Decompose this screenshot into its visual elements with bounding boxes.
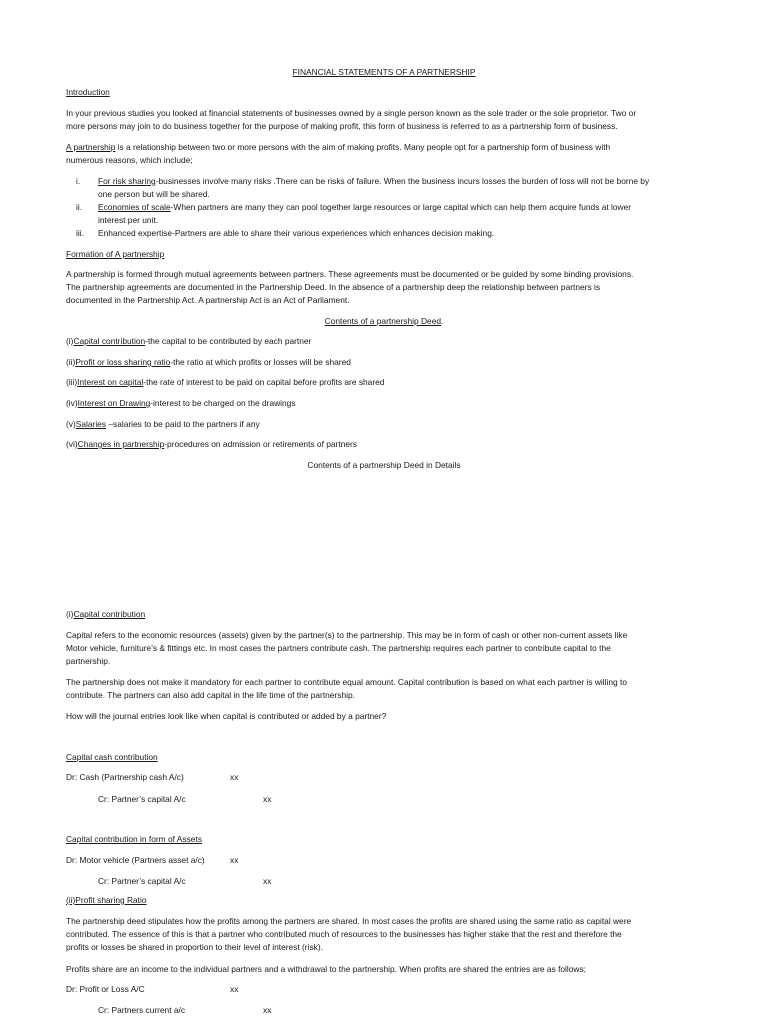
journal-credit-line: Cr: Partners current a/c xyxy=(98,1005,186,1015)
journal-debit-amount: xx xyxy=(230,984,239,994)
list-item-text: -businesses involve many risks .There can be risks of failure. When the business incurs losses the burden of loss will not be borne by xyxy=(155,176,650,186)
journal-credit-amount: xx xyxy=(263,1005,272,1015)
list-item-risk-sharing xyxy=(98,175,649,188)
deed-item-interest-on-drawing xyxy=(66,397,296,410)
contents-heading xyxy=(0,315,768,328)
journal-credit-amount: xx xyxy=(263,876,272,886)
list-item-continuation: one person but will be shared. xyxy=(98,189,210,199)
definition-line-2: numerous reasons, which include; xyxy=(66,155,193,165)
capital-heading-text: Capital contribution xyxy=(73,609,146,619)
capital-heading-prefix: (i) xyxy=(66,609,74,619)
profit-para1-line-3: profits or losses be shared in proportion to their level of interest (risk). xyxy=(66,942,323,952)
deed-item-prefix: (i) xyxy=(66,336,74,346)
list-item-enhanced-expertise: Enhanced expertise-Partners are able to share their various experiences which enhances decision making. xyxy=(98,228,495,238)
contents-heading-suffix: . xyxy=(441,316,444,326)
profit-para1-line-1: The partnership deed stipulates how the profits among the partners are shared. In most cases the profits are shared using the same ratio as capital were xyxy=(66,916,632,926)
deed-item-text: -the ratio at which profits or losses will be shared xyxy=(170,357,351,367)
deed-item-text: -the rate of interest to be paid on capital before profits are shared xyxy=(143,377,385,387)
journal-debit-amount: xx xyxy=(230,772,239,782)
journal-debit-amount: xx xyxy=(230,855,239,865)
journal-debit-line: Dr: Cash (Partnership cash A/c) xyxy=(66,772,184,782)
capital-cash-heading: Capital cash contribution xyxy=(66,752,158,762)
journal-debit-line: Dr: Motor vehicle (Partners asset a/c) xyxy=(66,855,205,865)
list-number: ii. xyxy=(76,202,83,212)
deed-item-prefix: (iii) xyxy=(66,377,78,387)
deed-item-prefix: (ii) xyxy=(66,357,76,367)
deed-item-term: Salaries xyxy=(75,419,107,429)
deed-item-prefix: (v) xyxy=(66,419,76,429)
deed-item-salaries xyxy=(66,418,260,431)
profit-heading: (ii)Profit sharing Ratio xyxy=(66,895,147,905)
deed-item-text: –salaries to be paid to the partners if any xyxy=(106,419,260,429)
profit-para1-line-2: contributed. The essence of this is that a partner who contributed much of resources to the businesses has higher stake that the rest and therefore the xyxy=(66,929,622,939)
intro-line-1: In your previous studies you looked at financial statements of businesses owned by a single person known as the sole trader or the sole proprietor. Two or xyxy=(66,108,637,118)
list-item-term: Economies of scale xyxy=(98,202,171,212)
deed-item-prefix: (vi) xyxy=(66,439,78,449)
contents-heading-text: Contents of a partnership Deed xyxy=(324,316,442,326)
list-item-economies-of-scale xyxy=(98,201,631,214)
definition-line-1 xyxy=(66,141,610,154)
deed-item-prefix: (iv) xyxy=(66,398,78,408)
formation-line-1: A partnership is formed through mutual agreements between partners. These agreements must be documented or be guided by some binding provisions. xyxy=(66,269,634,279)
details-heading: Contents of a partnership Deed in Details xyxy=(307,460,461,470)
intro-heading: Introduction xyxy=(66,87,110,97)
capital-para2-line-1: The partnership does not make it mandatory for each partner to contribute equal amount. Capital contribution is based on what each partner is willing to xyxy=(66,677,627,687)
deed-item-changes-in-partnership xyxy=(66,438,357,451)
deed-item-text: -procedures on admission or retirements of partners xyxy=(164,439,357,449)
journal-credit-amount: xx xyxy=(263,794,272,804)
intro-line-2: more persons may join to do business together for the purpose of making profit, this form of business is referred to as a partnership form of business. xyxy=(66,121,618,131)
deed-item-term: Interest on Drawing xyxy=(77,398,151,408)
document-title xyxy=(0,66,768,79)
capital-heading xyxy=(66,608,145,621)
definition-term: A partnership xyxy=(66,142,116,152)
deed-item-term: Profit or loss sharing ratio xyxy=(75,357,171,367)
list-number: i. xyxy=(76,176,81,186)
formation-heading: Formation of A partnership xyxy=(66,249,165,259)
deed-item-text: -the capital to be contributed by each partner xyxy=(145,336,312,346)
deed-item-profit-sharing xyxy=(66,356,351,369)
list-item-term: For risk sharing xyxy=(98,176,156,186)
capital-assets-heading: Capital contribution in form of Assets xyxy=(66,834,202,844)
capital-para1-line-2: Motor vehicle, furniture’s & fittings etc. In most cases the partners contribute cash. The partnership requires each partner to contribute capital to the xyxy=(66,643,611,653)
profit-para2: Profits share are an income to the individual partners and a withdrawal to the partnership. When profits are shared the entries are as follows; xyxy=(66,964,586,974)
deed-item-term: Changes in partnership xyxy=(77,439,165,449)
list-item-text: -When partners are many they can pool together large resources or large capital which can help them acquire funds at lower xyxy=(170,202,632,212)
list-item-continuation: interest per unit. xyxy=(98,215,159,225)
list-number: iii. xyxy=(76,228,84,238)
capital-para2-line-2: contribute. The partners can also add capital in the life time of the partnership. xyxy=(66,690,355,700)
formation-line-3: documented in the Partnership Act. A partnership Act is an Act of Parliament. xyxy=(66,295,350,305)
capital-question: How will the journal entries look like when capital is contributed or added by a partner? xyxy=(66,711,387,721)
deed-item-capital-contribution xyxy=(66,335,311,348)
deed-item-text: -interest to be charged on the drawings xyxy=(150,398,296,408)
title-text: FINANCIAL STATEMENTS OF A PARTNERSHIP xyxy=(292,67,476,77)
capital-para1-line-3: partnership. xyxy=(66,656,111,666)
capital-para1-line-1: Capital refers to the economic resources (assets) given by the partner(s) to the partnership. This may be in form of cash or other non-current assets like xyxy=(66,630,628,640)
journal-credit-line: Cr: Partner’s capital A/c xyxy=(98,876,186,886)
formation-line-2: The partnership agreements are documented in the Partnership Deed. In the absence of a partnership deep the relationship between partners is xyxy=(66,282,601,292)
deed-item-interest-on-capital xyxy=(66,376,384,389)
journal-credit-line: Cr: Partner’s capital A/c xyxy=(98,794,186,804)
definition-text: is a relationship between two or more persons with the aim of making profits. Many people opt for a partnership form of business with xyxy=(115,142,611,152)
deed-item-term: Capital contribution xyxy=(73,336,146,346)
journal-debit-line: Dr: Profit or Loss A/C xyxy=(66,984,145,994)
deed-item-term: Interest on capital xyxy=(77,377,144,387)
